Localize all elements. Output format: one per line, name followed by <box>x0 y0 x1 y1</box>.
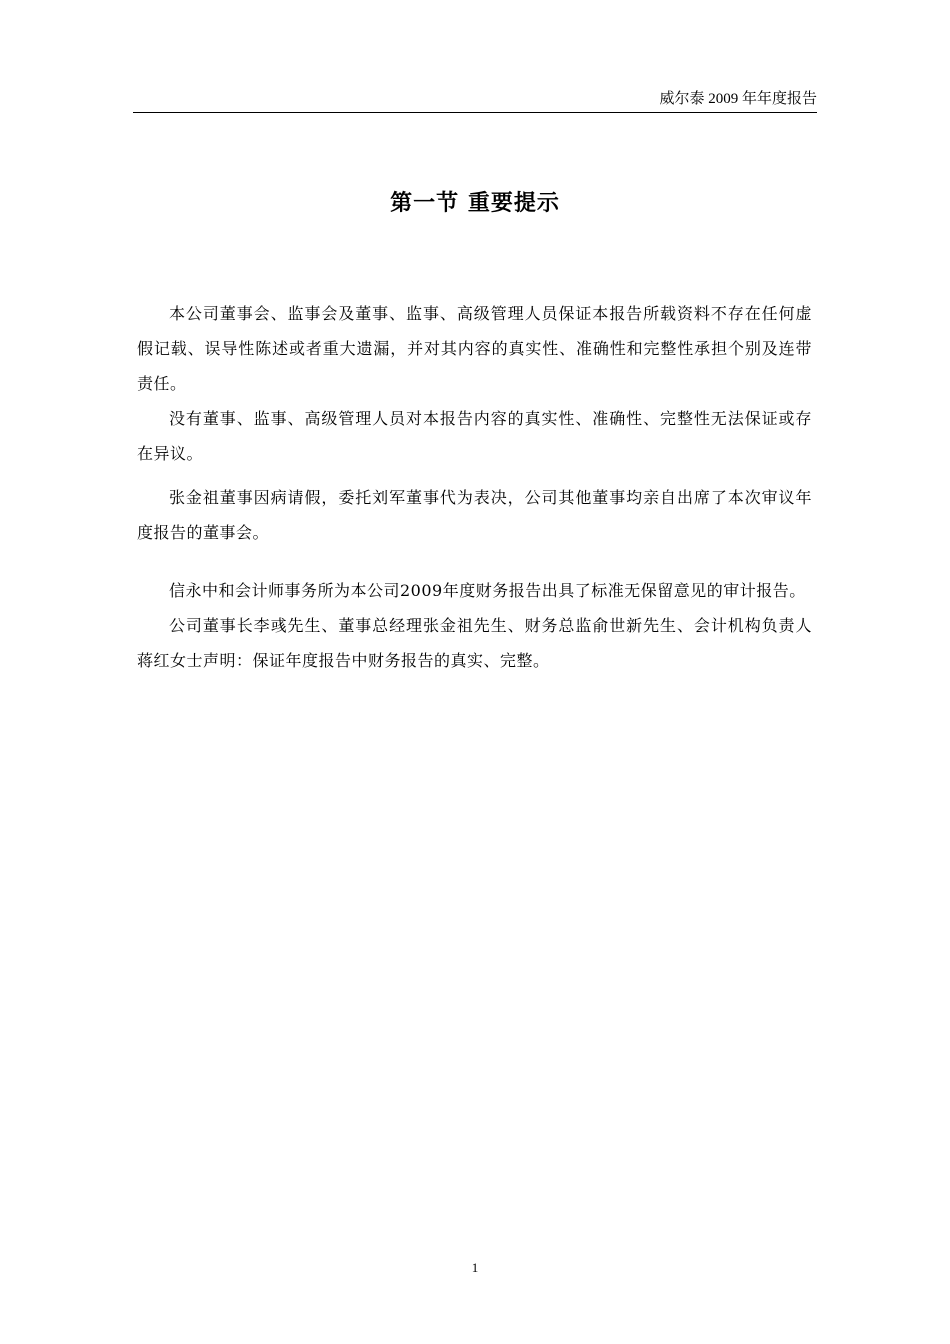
paragraph-audit-opinion: 信永中和会计师事务所为本公司2009年度财务报告出具了标准无保留意见的审计报告。 <box>169 581 806 600</box>
body-text <box>137 296 812 678</box>
paragraph-responsibility-statement: 本公司董事会、监事会及董事、监事、高级管理人员保证本报告所载资料不存在任何虚假记载、误导性陈述或者重大遗漏，并对其内容的真实性、准确性和完整性承担个别及连带责任。 <box>137 304 812 393</box>
report-title: 威尔泰 2009 年年度报告 <box>659 91 817 107</box>
paragraph-management-declaration: 公司董事长李彧先生、董事总经理张金祖先生、财务总监俞世新先生、会计机构负责人蒋红女士声明：保证年度报告中财务报告的真实、完整。 <box>137 616 812 670</box>
paragraph-director-absence: 张金祖董事因病请假，委托刘军董事代为表决，公司其他董事均亲自出席了本次审议年度报告的董事会。 <box>137 488 812 542</box>
page-number: 1 <box>471 1260 479 1275</box>
running-header <box>133 86 817 113</box>
section-title: 第一节 重要提示 <box>390 191 560 216</box>
paragraph-no-objection: 没有董事、监事、高级管理人员对本报告内容的真实性、准确性、完整性无法保证或存在异议。 <box>137 409 812 463</box>
